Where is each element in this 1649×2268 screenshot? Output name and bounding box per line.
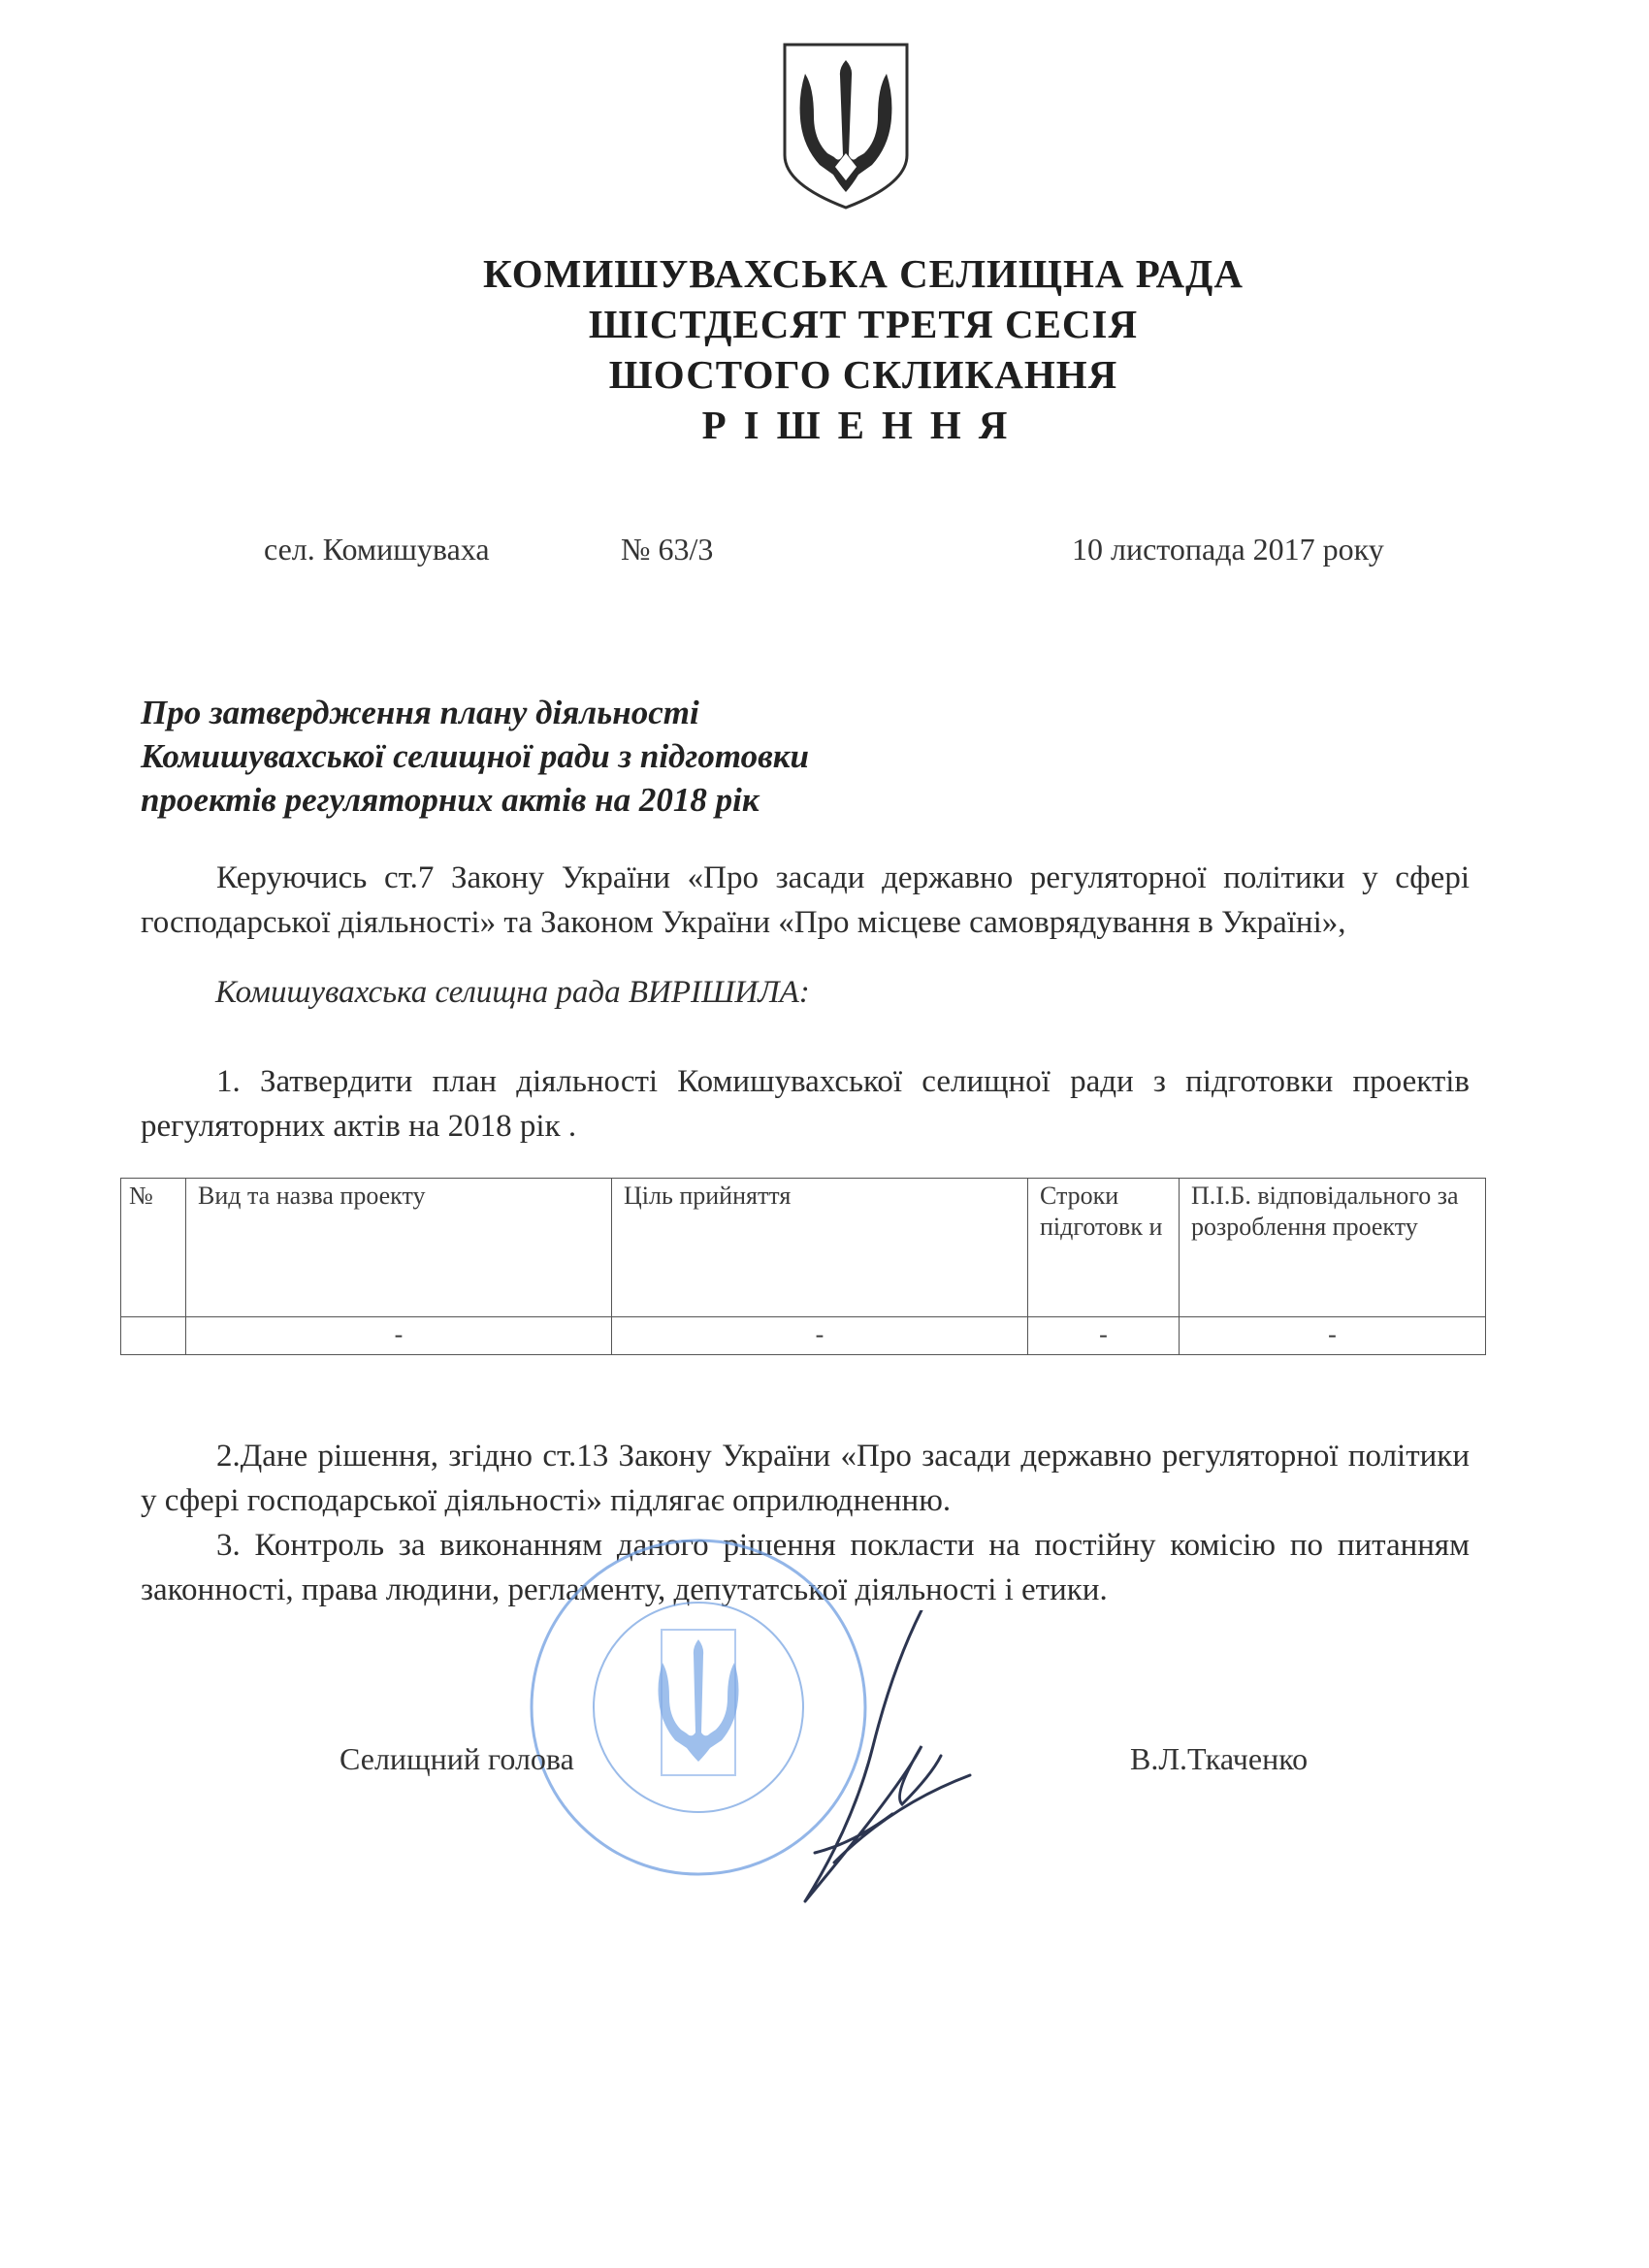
item-3-paragraph: 3. Контроль за виконанням даного рішення покласти на постійну комісію по питанням законності, права людини, регламенту, депутатської діяльності і етики. [141, 1528, 1470, 1607]
header-purpose: Ціль прийняття [612, 1179, 1028, 1317]
header-project: Вид та назва проекту [186, 1179, 612, 1317]
table-row [121, 1317, 1486, 1355]
subject-title-line-2: Комишувахської селищної ради з підготовки [141, 737, 809, 775]
cell-deadline: - [1028, 1317, 1180, 1355]
table-header-row [121, 1179, 1486, 1317]
decision-date: 10 листопада 2017 року [1072, 532, 1384, 567]
header-responsible: П.І.Б. відповідального за розроблення проекту [1180, 1179, 1486, 1317]
item-2-paragraph: 2.Дане рішення, згідно ст.13 Закону України «Про засади державно регуляторної політики у сфері господарської діяльності» підлягає оприлюдненню. [141, 1439, 1470, 1518]
cell-responsible: - [1180, 1317, 1486, 1355]
head-name-label: В.Л.Ткаченко [1130, 1741, 1309, 1776]
header-deadline: Строки підготовк и [1028, 1179, 1180, 1317]
convocation-heading: ШОСТОГО СКЛИКАННЯ [608, 352, 1118, 397]
cell-purpose: - [612, 1317, 1028, 1355]
subject-title-line-1: Про затвердження плану діяльності [141, 694, 699, 731]
preamble-paragraph: Керуючись ст.7 Закону України «Про засади державно регуляторної політики у сфері господарської діяльності» та Законом України «Про місцеве самоврядування в Україні», [141, 860, 1470, 940]
regulatory-plan-table [120, 1178, 1486, 1355]
council-name-heading: КОМИШУВАХСЬКА СЕЛИЩНА РАДА [483, 251, 1244, 296]
handwritten-signature [776, 1610, 999, 1921]
cell-project: - [186, 1317, 612, 1355]
trident-emblem-icon [779, 39, 913, 211]
decision-number: № 63/3 [621, 532, 714, 567]
item-1-paragraph: 1. Затвердити план діяльності Комишувахської селищної ради з підготовки проектів регуляторних актів на 2018 рік . [141, 1064, 1470, 1144]
header-number: № [121, 1179, 186, 1317]
decision-heading: РІШЕННЯ [701, 403, 1025, 447]
council-decided-line: Комишувахська селищна рада ВИРІШИЛА: [215, 975, 810, 1010]
subject-title-line-3: проектів регуляторних актів на 2018 рік [141, 781, 760, 819]
cell-number [121, 1317, 186, 1355]
head-position-label: Селищний голова [340, 1741, 574, 1776]
session-heading: ШІСТДЕСЯТ ТРЕТЯ СЕСІЯ [588, 302, 1139, 346]
place-label: сел. Комишуваха [264, 532, 490, 567]
